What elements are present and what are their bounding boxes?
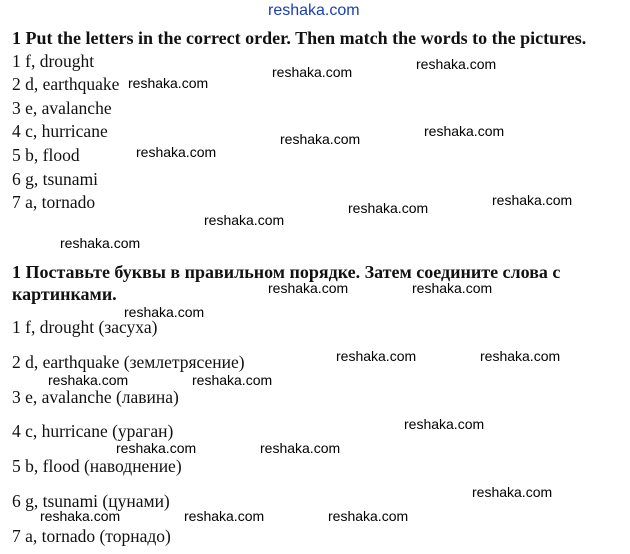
watermark: reshaka.com	[404, 416, 485, 432]
watermark: reshaka.com	[268, 280, 349, 296]
english-item-4: 4 c, hurricane	[12, 121, 108, 141]
watermark: reshaka.com	[424, 123, 505, 139]
watermark: reshaka.com	[412, 280, 493, 296]
watermark: reshaka.com	[492, 192, 573, 208]
watermark: reshaka.com	[336, 348, 417, 364]
watermark: reshaka.com	[192, 372, 273, 388]
watermark: reshaka.com	[348, 200, 429, 216]
watermark: reshaka.com	[184, 508, 265, 524]
watermark: reshaka.com	[116, 440, 197, 456]
watermark: reshaka.com	[60, 235, 141, 251]
english-item-3: 3 e, avalanche	[12, 98, 112, 118]
watermark: reshaka.com	[136, 144, 217, 160]
russian-item-2: 2 d, earthquake (землетрясение)	[12, 352, 245, 372]
watermark: reshaka.com	[128, 75, 209, 91]
english-item-6: 6 g, tsunami	[12, 169, 99, 189]
watermark: reshaka.com	[40, 508, 121, 524]
watermark: reshaka.com	[416, 56, 497, 72]
russian-heading-line-2: картинками.	[12, 284, 117, 304]
watermark: reshaka.com	[272, 64, 353, 80]
watermark: reshaka.com	[280, 131, 361, 147]
english-item-7: 7 a, tornado	[12, 192, 96, 212]
watermark: reshaka.com	[124, 304, 205, 320]
watermark: reshaka.com	[480, 348, 561, 364]
russian-item-1: 1 f, drought (засуха)	[12, 317, 158, 337]
watermark: reshaka.com	[204, 212, 285, 228]
russian-item-7: 7 a, tornado (торнадо)	[12, 526, 171, 546]
top-watermark: reshaka.com	[268, 2, 360, 19]
russian-item-4: 4 c, hurricane (ураган)	[12, 421, 174, 441]
russian-item-5: 5 b, flood (наводнение)	[12, 456, 182, 476]
watermark: reshaka.com	[472, 484, 553, 500]
english-item-2: 2 d, earthquake	[12, 74, 120, 94]
watermark: reshaka.com	[328, 508, 409, 524]
russian-item-6: 6 g, tsunami (цунами)	[12, 491, 170, 511]
watermark: reshaka.com	[260, 440, 341, 456]
english-item-1: 1 f, drought	[12, 51, 95, 71]
english-heading: 1 Put the letters in the correct order. Then match the words to the pictures.	[12, 28, 587, 48]
english-item-5: 5 b, flood	[12, 145, 80, 165]
russian-item-3: 3 e, avalanche (лавина)	[12, 387, 179, 407]
russian-heading-line-1: 1 Поставьте буквы в правильном порядке. Затем соедините слова с	[12, 262, 561, 282]
watermark: reshaka.com	[48, 372, 129, 388]
